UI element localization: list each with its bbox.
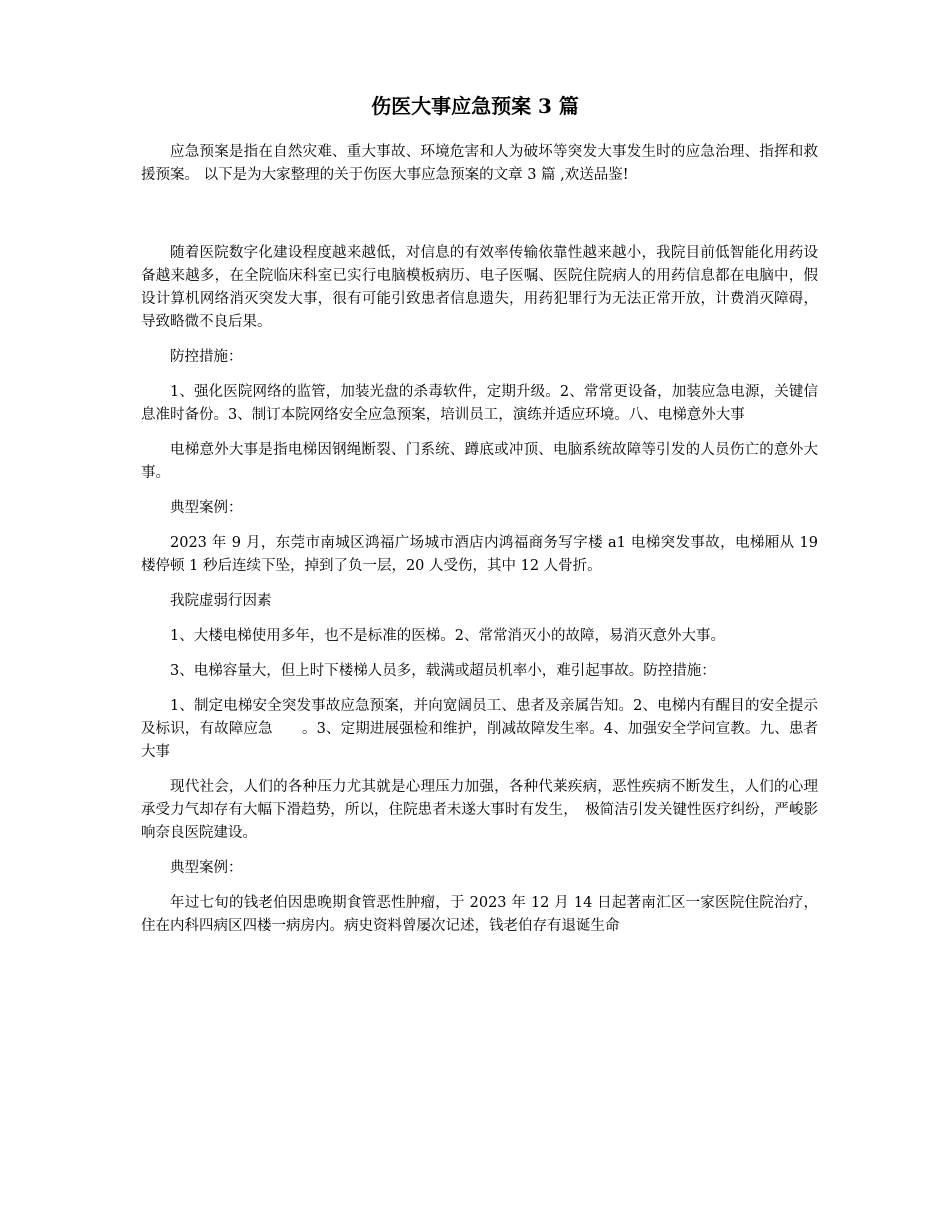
paragraph-heading-prevention: 防控措施： (170, 349, 243, 365)
paragraph-heading-case-2: 典型案例： (170, 860, 243, 876)
document-body (141, 141, 818, 950)
paragraph-background: 随着医院数字化建设程度越来越低，对信息的有效率传输依靠性越来越小，我院目前低智能化用药设备越来越多，在全院临床科室已实行电脑模板病历、电子医嘱、医院住院病人的用药信息都在电脑中，假设计算机网络消灭突发大事，很有可能引致患者信息遗失，用药犯罪行为无法正常开放，计费消灭障碍，导致略微不良后果。 (141, 245, 818, 330)
paragraph-elevator-measures: 1、制定电梯安全突发事故应急预案，并向宽阔员工、患者及亲属告知。2、电梯内有醒目的安全提示及标识，有故障应急 。3、定期进展强检和维护，削减故障发生率。4、加强安全学问宣教。九、患者大事 (141, 698, 818, 760)
paragraph-heading-risk-factors: 我院虚弱行因素 (170, 593, 272, 609)
paragraph-network-measures: 1、强化医院网络的监管，加装光盘的杀毒软件，定期升级。2、常常更设备，加装应急电源，关键信息准时备份。3、制订本院网络安全应急预案，培训员工，演练并适应环境。八、电梯意外大事 (141, 384, 818, 423)
paragraph-patient-events: 现代社会，人们的各种压力尤其就是心理压力加强，各种代莱疾病，恶性疾病不断发生，人们的心理承受力气却存有大幅下滑趋势，所以，住院患者未遂大事时有发生， 极简洁引发关键性医疗纠纷，严峻影响奈良医院建设。 (141, 779, 818, 841)
paragraph-risk-2: 3、电梯容量大，但上时下楼梯人员多，载满或超员机率小，难引起事故。防控措施： (170, 663, 716, 679)
paragraph-risk-1: 1、大楼电梯使用多年，也不是标准的医梯。2、常常消灭小的故障，易消灭意外大事。 (170, 628, 725, 644)
paragraph-patient-case: 年过七旬的钱老伯因患晚期食管恶性肿瘤，于 2023 年 12 月 14 日起著南汇区一家医院住院治疗，住在内科四病区四楼一病房内。病史资料曾屡次记述，钱老伯存有退诞生命 (141, 895, 818, 934)
document-title: 伤医大事应急预案 3 篇 (371, 94, 579, 118)
paragraph-elevator-case: 2023 年 9 月，东莞市南城区鸿福广场城市酒店内鸿福商务写字楼 a1 电梯突发事故，电梯厢从 19 楼停顿 1 秒后连续下坠，掉到了负一层，20 人受伤，其中 12 人骨折。 (141, 535, 818, 574)
paragraph-elevator-definition: 电梯意外大事是指电梯因钢绳断裂、门系统、蹲底或冲顶、电脑系统故障等引发的人员伤亡的意外大事。 (141, 442, 818, 481)
paragraph-heading-case: 典型案例： (170, 500, 243, 516)
paragraph-intro: 应急预案是指在自然灾难、重大事故、环境危害和人为破坏等突发大事发生时的应急治理、指挥和救援预案。 以下是为大家整理的关于伤医大事应急预案的文章 3 篇 ,欢送品鉴! (141, 144, 818, 183)
